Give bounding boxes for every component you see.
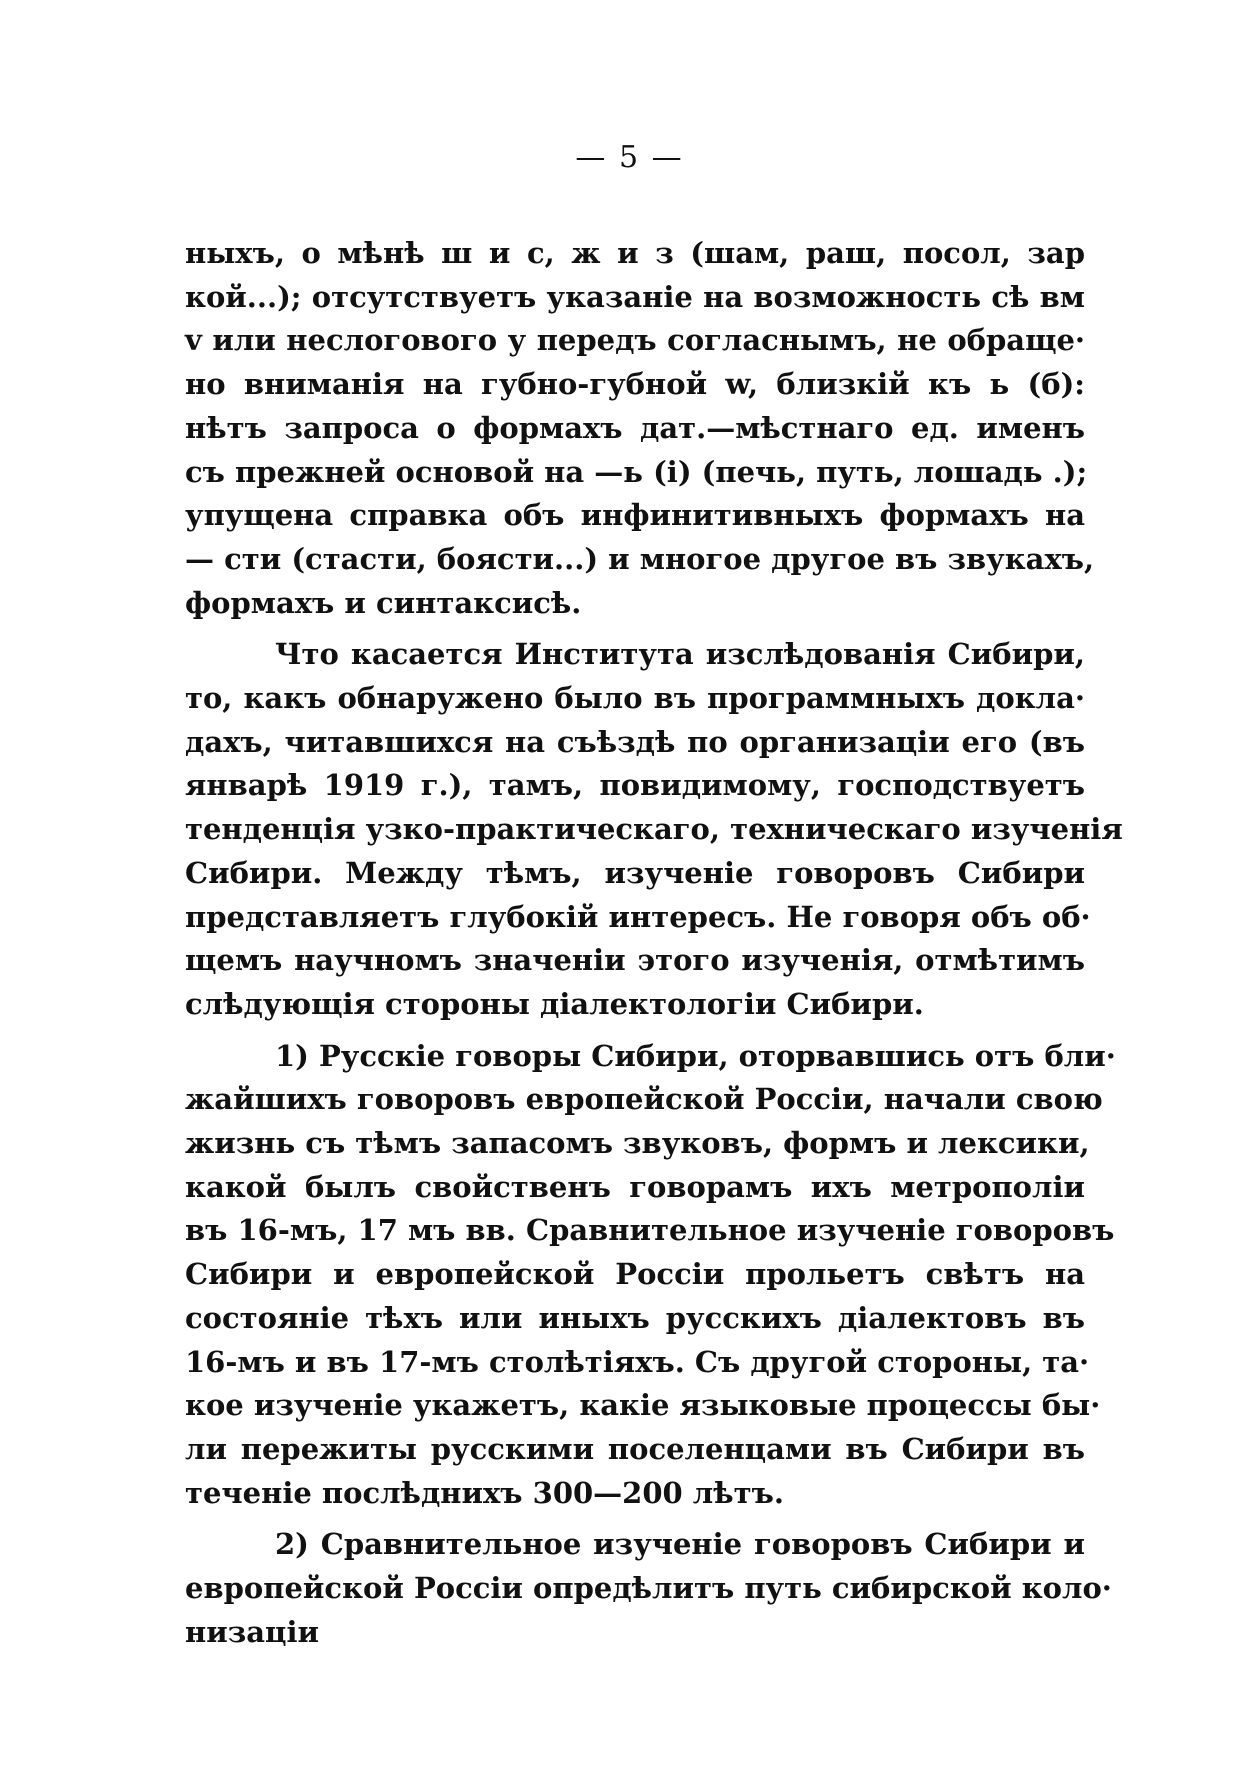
text-line: теченіе послѣднихъ 300—200 лѣтъ. — [185, 1475, 784, 1510]
text-line: дахъ, читавшихся на съѣздѣ по организаціи его (въ — [185, 724, 1085, 759]
paragraph — [185, 1523, 1112, 1654]
text-line: съ прежней основой на —ь (і) (печь, путь, лошадь .); — [185, 454, 1088, 489]
text-line: то, какъ обнаружено было въ программныхъ докла· — [185, 681, 1085, 716]
text-line: Сибири. Между тѣмъ, изученіе говоровъ Сибири — [185, 855, 1085, 890]
text-line: состояніе тѣхъ или иныхъ русскихъ діалектовъ въ — [185, 1300, 1085, 1335]
text-line: упущена справка объ инфинитивныхъ формахъ на — [185, 498, 1085, 533]
text-line: 2) Сравнительное изученіе говоровъ Сибири и — [275, 1527, 1085, 1562]
text-line: январѣ 1919 г.), тамъ, повидимому, господствуетъ — [185, 768, 1085, 803]
body-text — [185, 232, 1123, 1655]
text-line: въ 16-мъ, 17 мъ вв. Сравнительное изученіе говоровъ — [185, 1213, 1115, 1248]
text-line: какой былъ свойственъ говорамъ ихъ метрополіи — [185, 1169, 1085, 1204]
text-line: 16-мъ и въ 17-мъ столѣтіяхъ. Съ другой стороны, та· — [185, 1344, 1090, 1379]
text-line: ныхъ, о мѣнѣ ш и с, ж и з (шам, раш, посол, зар — [185, 236, 1085, 270]
text-line: представляетъ глубокій интересъ. Не говоря объ об· — [185, 899, 1091, 934]
text-line: 1) Русскіе говоры Сибири, оторвавшись отъ бли· — [275, 1038, 1116, 1073]
paragraph — [185, 633, 1123, 1026]
text-line: кой...); отсутствуетъ указаніе на возможность сѣ вм — [185, 279, 1085, 314]
text-line: но вниманія на губно-губной w, близкій къ ь (б): — [185, 367, 1085, 402]
text-line: Что касается Института изслѣдованія Сибири, — [275, 637, 1085, 672]
paragraph — [185, 232, 1095, 625]
text-line: Сибири и европейской Россіи прольетъ свѣтъ на — [185, 1257, 1085, 1292]
text-line: тенденція узко-практическаго, техническаго изученія — [185, 812, 1123, 847]
text-line: формахъ и синтаксисѣ. — [185, 585, 582, 620]
text-line: щемъ научномъ значеніи этого изученія, отмѣтимъ — [185, 943, 1085, 978]
text-line: — сти (стасти, боясти...) и многое другое въ звукахъ, — [185, 541, 1095, 576]
text-line: нѣтъ запроса о формахъ дат.—мѣстнаго ед. именъ — [185, 410, 1085, 445]
text-line: жизнь съ тѣмъ запасомъ звуковъ, формъ и лексики, — [185, 1126, 1090, 1161]
text-line: v или неслогового у передъ согласнымъ, не обраще· — [185, 323, 1085, 358]
text-line: ли пережиты русскими поселенцами въ Сибири въ — [185, 1431, 1085, 1466]
paragraph — [185, 1035, 1116, 1516]
text-line: жайшихъ говоровъ европейской Россіи, начали свою — [185, 1082, 1103, 1117]
page-number: — 5 — — [575, 140, 684, 175]
text-line: слѣдующія стороны діалектологіи Сибири. — [185, 986, 924, 1021]
text-line: кое изученіе укажетъ, какіе языковые процессы бы· — [185, 1388, 1101, 1423]
text-line: низаціи — [185, 1614, 319, 1649]
text-line: европейской Россіи опредѣлитъ путь сибирской коло· — [185, 1571, 1112, 1606]
